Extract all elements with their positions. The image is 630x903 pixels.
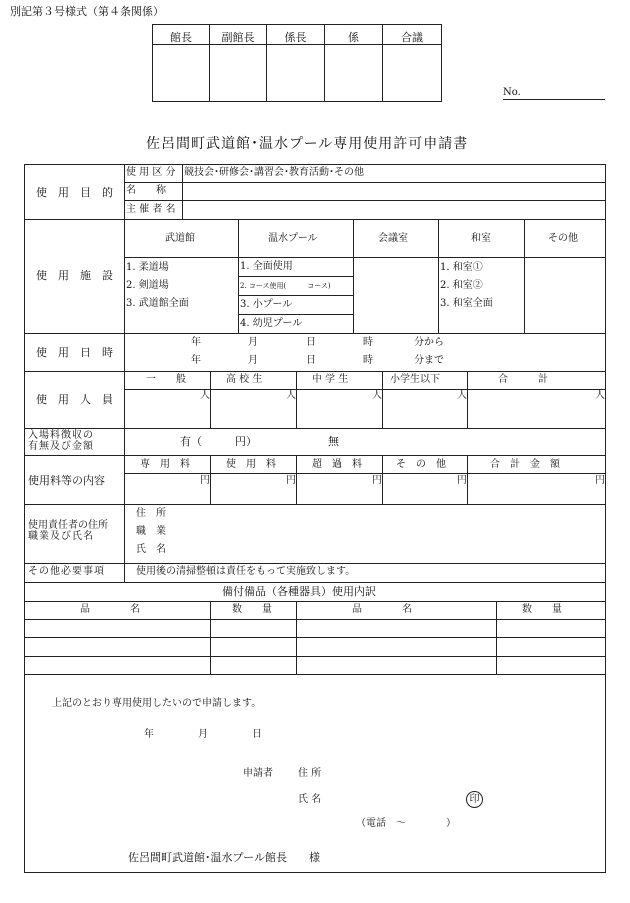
- date-end-month: 月: [248, 355, 258, 366]
- fees-header-usage: 使 用 料: [226, 459, 276, 470]
- declaration-statement: 上記のとおり専用使用したいので申請します。: [52, 698, 262, 709]
- facility-pool-item: 1. 全面使用: [240, 261, 293, 272]
- facility-washitsu-item: 3. 和室全面: [440, 298, 493, 309]
- responsible-address-label: 住 所: [136, 508, 166, 519]
- form-reference: 別記第３号様式（第４条関係）: [10, 5, 164, 18]
- facility-budokan-item: 2. 剣道場: [126, 280, 169, 291]
- admission-label-2: 有無及び金額: [28, 441, 94, 452]
- seal-icon: 印: [466, 791, 483, 808]
- facility-header-other: その他: [548, 233, 578, 244]
- people-header-total: 合 計: [498, 374, 548, 385]
- form-title: 佐呂間町武道館･温水プール専用使用許可申請書: [146, 136, 469, 152]
- approval-header: 係長: [284, 31, 307, 44]
- applicant-address-label: 住 所: [298, 768, 322, 779]
- people-unit: 人: [457, 390, 467, 401]
- applicant-name-label: 氏 名: [298, 794, 322, 805]
- date-label: 使 用 日 時: [36, 346, 113, 359]
- date-start-minute: 分から: [414, 337, 444, 348]
- facility-washitsu-item: 2. 和室②: [440, 280, 483, 291]
- facility-budokan-item: 1. 柔道場: [126, 262, 169, 273]
- seal-mark: [466, 791, 483, 808]
- fees-unit: 円: [372, 475, 382, 486]
- equipment-title: 備付備品（各種器具）使用内訳: [222, 585, 376, 598]
- admission-no: 無: [328, 435, 339, 448]
- people-header-general: 一 般: [146, 374, 186, 385]
- date-start-month: 月: [248, 337, 258, 348]
- responsible-occupation-label: 職 業: [136, 526, 166, 537]
- facility-pool-item: 2. コース使用( コース): [240, 282, 331, 290]
- date-end-hour: 時: [363, 355, 373, 366]
- responsible-label-1: 使用責任者の住所: [28, 520, 108, 531]
- declaration-year: 年: [144, 729, 154, 740]
- fees-unit: 円: [457, 475, 467, 486]
- fees-label: 使用料等の内容: [28, 474, 105, 487]
- category-value: 競技会･研修会･講習会･教育活動･その他: [184, 167, 364, 178]
- number-underline: [503, 99, 605, 100]
- responsible-name-label: 氏 名: [136, 544, 166, 555]
- facility-header-washitsu: 和室: [471, 233, 491, 244]
- date-start-year: 年: [191, 337, 201, 348]
- other-label: その他必要事項: [28, 566, 105, 577]
- approval-header: 館長: [170, 31, 192, 44]
- facility-washitsu-item: 1. 和室①: [440, 262, 483, 273]
- equipment-header-item: 品 名: [352, 604, 412, 615]
- fees-unit: 円: [286, 475, 296, 486]
- people-header-elementary: 小学生以下: [390, 374, 440, 385]
- facility-header-pool: 温水プール: [268, 233, 318, 244]
- facility-label: 使 用 施 設: [36, 269, 113, 282]
- equipment-header-qty: 数 量: [522, 604, 562, 615]
- equipment-header-qty: 数 量: [232, 604, 272, 615]
- facility-header-meeting: 会議室: [378, 233, 408, 244]
- people-unit: 人: [200, 390, 210, 401]
- event-name-label: 名 称: [126, 185, 166, 196]
- number-label: No.: [503, 87, 521, 98]
- organizer-label: 主 催 者 名: [126, 204, 176, 215]
- approval-header: 合議: [401, 31, 423, 44]
- responsible-label-2: 職業及び氏名: [28, 531, 94, 542]
- fees-header-other: そ の 他: [396, 459, 446, 470]
- applicant-label: 申請者: [243, 768, 273, 779]
- people-header-junior-high: 中 学 生: [312, 374, 349, 385]
- approval-header: 副館長: [221, 31, 255, 44]
- facility-pool-item: 3. 小プール: [240, 299, 293, 310]
- declaration-day: 日: [252, 729, 262, 740]
- purpose-label: 使 用 目 的: [36, 186, 113, 199]
- fees-header-exclusive: 専 用 料: [140, 459, 190, 470]
- facility-header-budokan: 武道館: [165, 233, 195, 244]
- fees-header-overage: 超 過 料: [312, 459, 362, 470]
- admission-label-1: 入場料徴収の: [28, 430, 94, 441]
- facility-pool-item: 4. 幼児プール: [240, 318, 303, 329]
- other-text: 使用後の清掃整頓は責任をもって実施致します。: [136, 566, 356, 577]
- date-end-minute: 分まで: [414, 355, 444, 366]
- date-start-hour: 時: [363, 337, 373, 348]
- admission-yes: 有（ 円）: [180, 435, 257, 448]
- approval-header: 係: [348, 31, 359, 44]
- date-start-day: 日: [306, 337, 316, 348]
- date-end-day: 日: [306, 355, 316, 366]
- equipment-header-item: 品 名: [80, 604, 140, 615]
- people-unit: 人: [595, 390, 605, 401]
- fees-header-total: 合 計 金 額: [490, 459, 560, 470]
- people-unit: 人: [372, 390, 382, 401]
- people-header-high-school: 高 校 生: [226, 374, 263, 385]
- people-label: 使 用 人 員: [36, 393, 113, 406]
- fees-unit: 円: [595, 475, 605, 486]
- facility-budokan-item: 3. 武道館全面: [126, 298, 189, 309]
- phone-line: （電話 ～ ）: [356, 818, 456, 829]
- fees-unit: 円: [200, 475, 210, 486]
- declaration-month: 月: [198, 729, 208, 740]
- addressee: 佐呂間町武道館･温水プール館長 様: [128, 851, 320, 864]
- people-unit: 人: [286, 390, 296, 401]
- category-label: 使 用 区 分: [126, 167, 176, 178]
- date-end-year: 年: [191, 355, 201, 366]
